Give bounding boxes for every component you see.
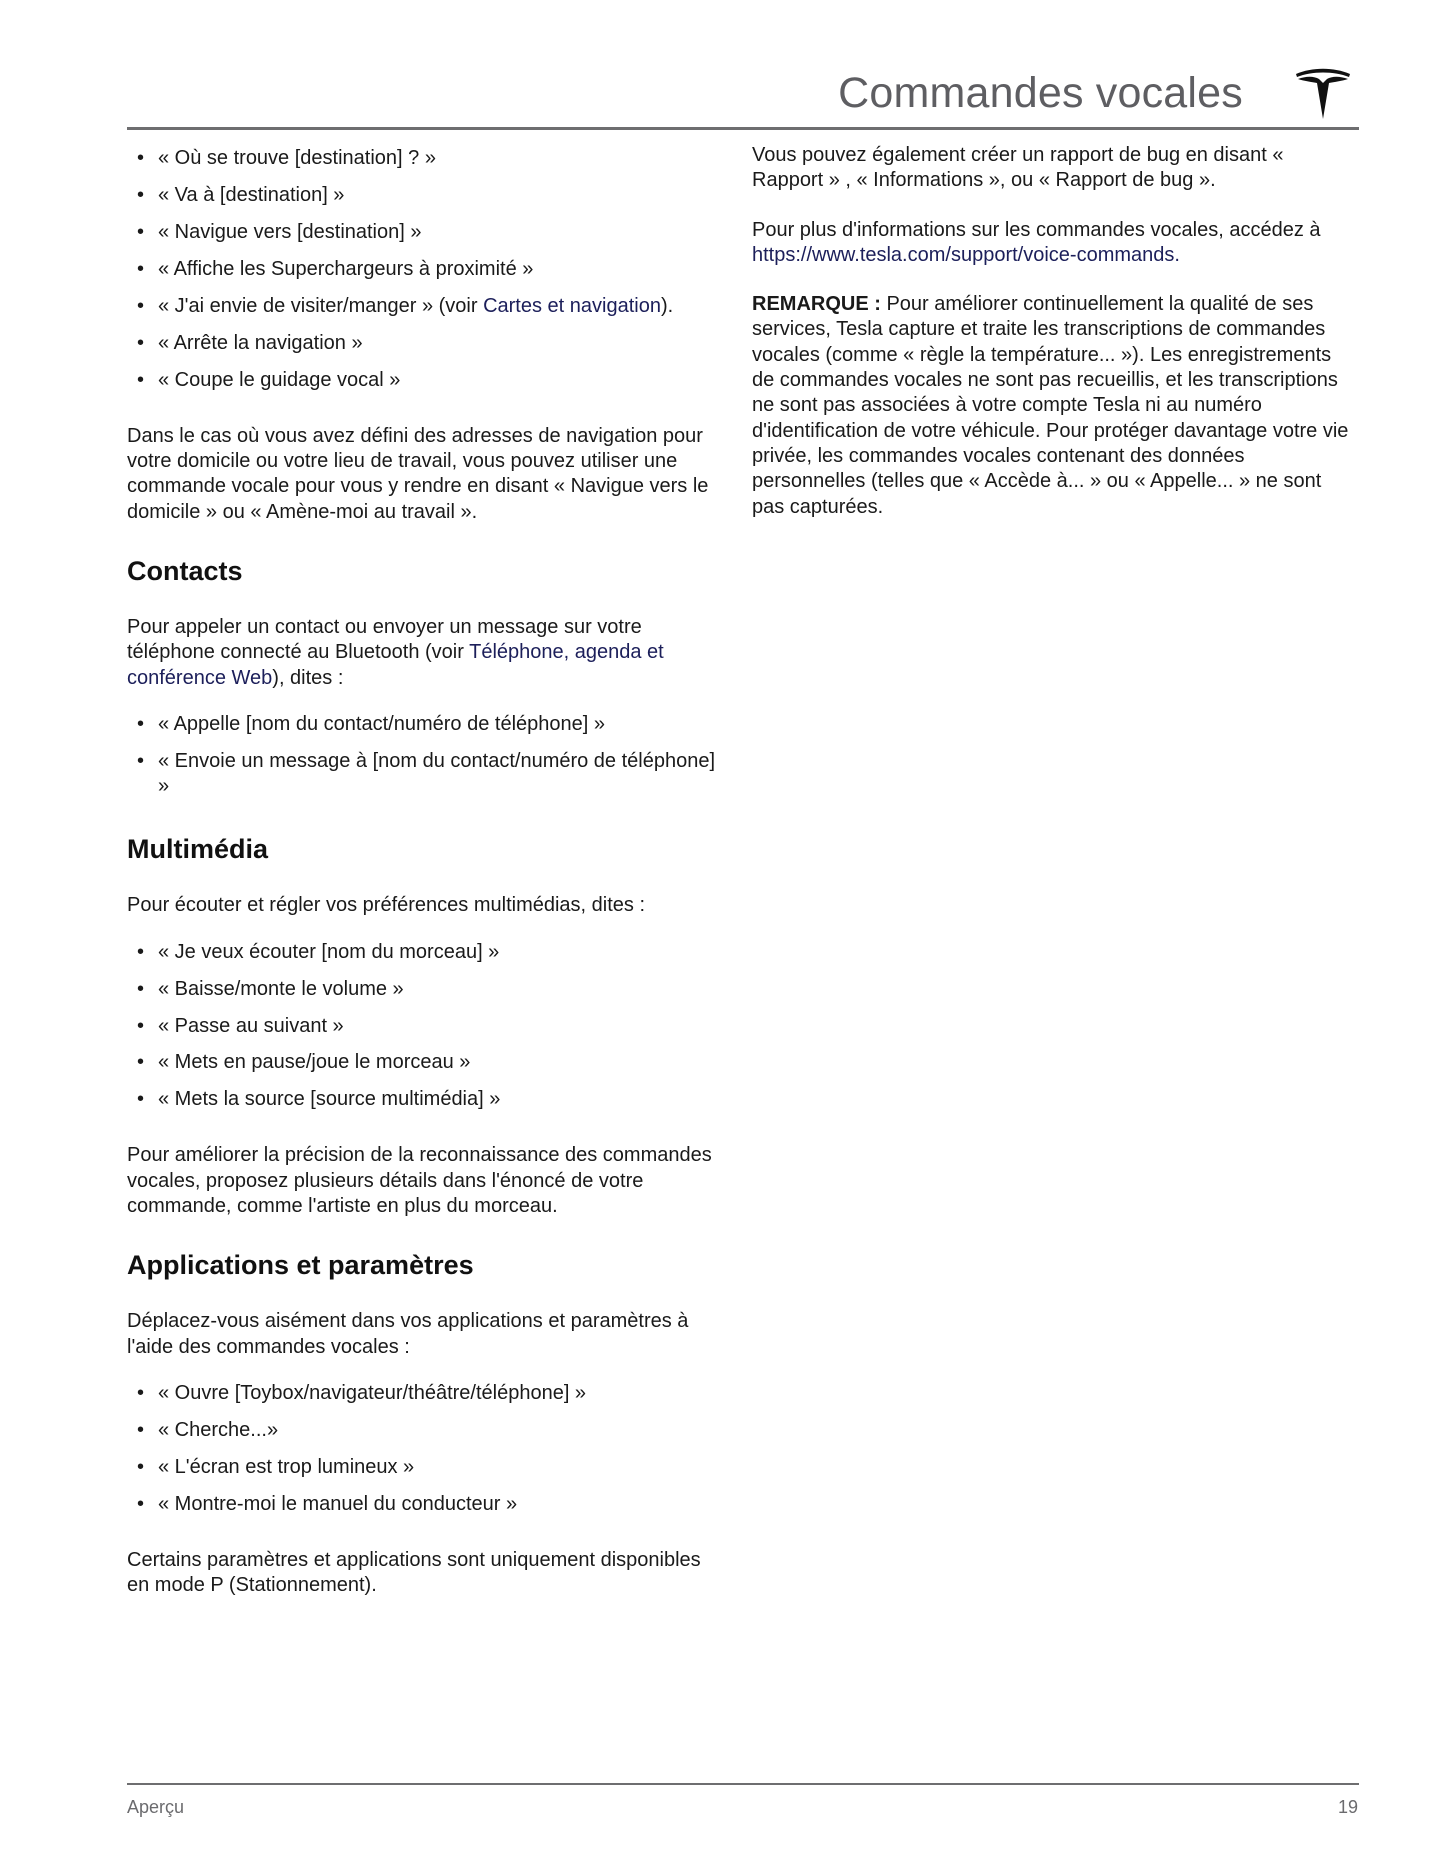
note-paragraph: REMARQUE : Pour améliorer continuellement la qualité de ses services, Tesla capture et traite les transcriptions de commandes vocales (comme « règle la température... »). Les enregistrements de commandes vocales ne sont pas recueillis, et les transcriptions ne sont pas associées à votre compte Tesla ni au numéro d'identification de votre véhicule. Pour protéger davantage votre vie privée, les commandes vocales contenant des données personnelles (telles que « Accède à... » ou « Appelle... » ne sont pas capturées.	[752, 293, 1349, 518]
bullet-icon: •	[137, 368, 145, 391]
section-heading-applications: Applications et paramètres	[127, 1250, 474, 1281]
bullet-icon: •	[137, 257, 145, 280]
applications-outro: Certains paramètres et applications sont uniquement disponibles en mode P (Stationnement).	[127, 1548, 701, 1597]
footer-rule	[127, 1783, 1359, 1785]
bullet-icon: •	[137, 712, 145, 735]
list-item: • « Ouvre [Toybox/navigateur/théâtre/téléphone] »	[127, 1381, 727, 1406]
link-voice-commands-support[interactable]: https://www.tesla.com/support/voice-commands.	[752, 243, 1180, 266]
more-info-paragraph: Pour plus d'informations sur les commandes vocales, accédez à https://www.tesla.com/support/voice-commands.	[752, 218, 1321, 266]
list-item: • « Baisse/monte le volume »	[127, 977, 727, 1002]
navigation-paragraph: Dans le cas où vous avez défini des adresses de navigation pour votre domicile ou votre lieu de travail, vous pouvez utiliser une commande vocale pour vous y rendre en disant « Navigue vers le domicile » ou « Amène-moi au travail ».	[127, 424, 709, 523]
bullet-icon: •	[137, 183, 145, 206]
list-item: • « Mets la source [source multimédia] »	[127, 1087, 727, 1112]
list-item: • « Mets en pause/joue le morceau »	[127, 1050, 727, 1075]
header-rule	[127, 127, 1359, 130]
list-item: • « Passe au suivant »	[127, 1014, 727, 1039]
footer-section-name: Aperçu	[127, 1797, 185, 1817]
list-item: • « Navigue vers [destination] »	[127, 220, 727, 245]
left-column	[127, 146, 727, 1598]
list-item: • « Coupe le guidage vocal »	[127, 368, 727, 393]
bullet-icon: •	[137, 1455, 145, 1478]
bullet-icon: •	[137, 977, 145, 1000]
bullet-icon: •	[137, 220, 145, 243]
bullet-icon: •	[137, 1418, 145, 1441]
page-title: Commandes vocales	[838, 69, 1243, 117]
list-item: • « Où se trouve [destination] ? »	[127, 146, 727, 171]
bullet-icon: •	[137, 147, 145, 169]
list-item: • « Appelle [nom du contact/numéro de téléphone] »	[127, 712, 727, 737]
tesla-logo-icon	[1294, 66, 1352, 120]
bullet-icon: •	[137, 331, 145, 354]
list-item: • « L'écran est trop lumineux »	[127, 1455, 727, 1480]
right-column	[752, 143, 1352, 520]
multimedia-intro: Pour écouter et régler vos préférences multimédias, dites :	[127, 894, 646, 917]
list-item: • « Je veux écouter [nom du morceau] »	[127, 940, 727, 965]
note-label: REMARQUE :	[752, 293, 881, 316]
section-heading-contacts: Contacts	[127, 556, 243, 587]
section-heading-multimedia: Multimédia	[127, 834, 269, 865]
applications-command-list	[127, 1381, 727, 1517]
multimedia-command-list	[127, 940, 727, 1113]
bullet-icon: •	[137, 749, 145, 772]
bullet-icon: •	[137, 1492, 145, 1515]
bullet-icon: •	[137, 1051, 145, 1074]
bullet-icon: •	[137, 1088, 145, 1111]
list-item: • « Affiche les Superchargeurs à proximité »	[127, 257, 727, 282]
bullet-icon: •	[137, 1014, 145, 1037]
bullet-icon: •	[137, 1381, 145, 1404]
navigation-command-list	[127, 146, 727, 393]
list-item: • « Arrête la navigation »	[127, 331, 727, 356]
applications-intro: Déplacez-vous aisément dans vos applications et paramètres à l'aide des commandes vocales :	[127, 1310, 689, 1358]
link-cartes-et-navigation[interactable]: Cartes et navigation	[483, 294, 661, 317]
list-item: • « Va à [destination] »	[127, 183, 727, 208]
multimedia-outro: Pour améliorer la précision de la reconnaissance des commandes vocales, proposez plusieurs détails dans l'énoncé de votre commande, comme l'artiste en plus du morceau.	[127, 1144, 712, 1218]
footer-page-number: 19	[1337, 1797, 1358, 1817]
list-item: • « Envoie un message à [nom du contact/numéro de téléphone] »	[137, 749, 716, 798]
list-item: • « Cherche...»	[127, 1418, 727, 1443]
contacts-paragraph: Pour appeler un contact ou envoyer un message sur votre téléphone connecté au Bluetooth (voir Téléphone, agenda et conférence Web), dites :	[127, 616, 664, 689]
contacts-command-list	[127, 712, 727, 800]
bullet-icon: •	[137, 940, 145, 963]
link-telephone-agenda[interactable]: Téléphone, agenda et conférence Web	[127, 641, 664, 689]
list-item: • « J'ai envie de visiter/manger » (voir Cartes et navigation).	[127, 294, 727, 319]
list-item: • « Montre-moi le manuel du conducteur »	[127, 1492, 727, 1517]
bug-report-paragraph: Vous pouvez également créer un rapport de bug en disant « Rapport » , « Informations », ou « Rapport de bug ».	[752, 144, 1284, 192]
bullet-icon: •	[137, 294, 145, 317]
